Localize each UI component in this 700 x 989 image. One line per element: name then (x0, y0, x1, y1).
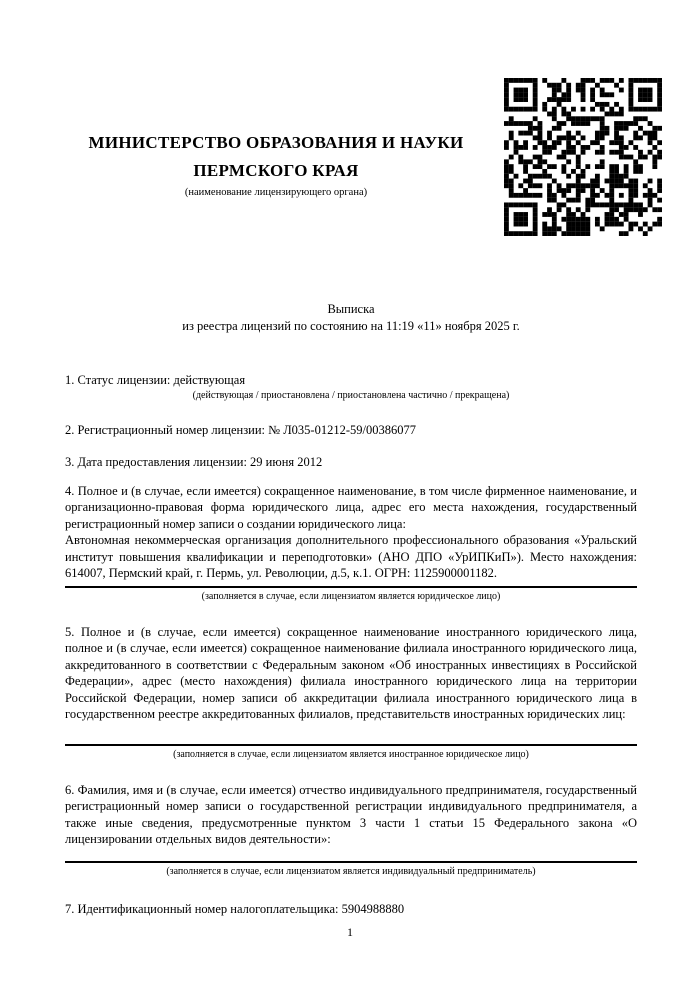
license-status-text: 1. Статус лицензии: действующая (65, 373, 246, 387)
item-license-status (65, 372, 637, 403)
individual-entrepreneur-rule (65, 861, 637, 863)
foreign-entity-rule-caption: (заполняется в случае, если лицензиатом является иностранное юридическое лицо) (173, 748, 529, 760)
page-number: 1 (347, 925, 353, 939)
qr-code-svg (504, 78, 662, 236)
item-legal-entity (65, 483, 637, 604)
legal-entity-rule (65, 586, 637, 588)
item-license-date (65, 454, 637, 471)
ministry-name-line1: МИНИСТЕРСТВО ОБРАЗОВАНИЯ И НАУКИ (88, 133, 464, 152)
document-body (65, 301, 637, 917)
item-individual-entrepreneur (65, 782, 637, 879)
legal-entity-text: 4. Полное и (в случае, если имеется) сокращенное наименование, в том числе фирменное наименование, и организационно-правовая форма юридического лица, адрес его места нахождения, государственный регистрационный номер записи о создании юридического лица: (65, 483, 637, 531)
document-title-line1: Выписка (327, 302, 375, 316)
license-date-text: 3. Дата предоставления лицензии: 29 июня 2012 (65, 455, 323, 469)
ministry-caption: (наименование лицензирующего органа) (184, 187, 368, 198)
foreign-entity-rule (65, 744, 637, 746)
document-title-line2: из реестра лицензий по состоянию на 11:19 «11» ноября 2025 г. (182, 318, 520, 333)
license-status-caption: (действующая / приостановлена / приостановлена частично / прекращена) (192, 389, 510, 401)
licensing-authority-block (65, 129, 487, 199)
ministry-name-line2: ПЕРМСКОГО КРАЯ (193, 161, 359, 180)
document-title (65, 301, 637, 334)
registration-number-text: 2. Регистрационный номер лицензии: № Л035-01212-59/00386077 (65, 422, 416, 437)
individual-entrepreneur-text: 6. Фамилия, имя и (в случае, если имеется) отчество индивидуального предпринимателя, государственный регистрационный номер записи о государственной регистрации индивидуального предпринимателя, а также иные сведения, предусмотренные пунктом 3 части 1 статьи 15 Федерального закона «О лицензировании отдельных видов деятельности»: (65, 782, 637, 846)
item-taxpayer-number (65, 901, 637, 918)
foreign-entity-text: 5. Полное и (в случае, если имеется) сокращенное наименование иностранного юридического лица, полное и (в случае, если имеется) сокращенное наименование филиала иностранного юридического лица, аккредитованного в соответствии с Федеральным законом «Об иностранных инвестициях в Российской Федерации», адрес (место нахождения) филиала иностранного юридического лица на территории Российской Федерации, номер записи об аккредитации филиала иностранного юридического лица в государственном реестре аккредитованных филиалов, представительств иностранных юридических лиц: (65, 624, 637, 721)
item-foreign-entity (65, 624, 637, 762)
individual-entrepreneur-rule-caption: (заполняется в случае, если лицензиатом является индивидуальный предприниматель) (166, 865, 536, 877)
item-registration-number (65, 422, 637, 439)
qr-code (504, 78, 662, 236)
ministry-name (65, 129, 487, 185)
legal-entity-rule-caption: (заполняется в случае, если лицензиатом является юридическое лицо) (201, 590, 501, 602)
taxpayer-number-text: 7. Идентификационный номер налогоплательщика: 5904988880 (65, 901, 405, 916)
legal-entity-value: Автономная некоммерческая организация дополнительного профессионального образования «Уральский институт повышения квалификации и переподготовки» (АНО ДПО «УрИПКиП»). Место нахождения: 614007, Пермский край, г. Пермь, ул. Революции, д.5, к.1. ОГРН: 1125900001182. (65, 533, 637, 580)
